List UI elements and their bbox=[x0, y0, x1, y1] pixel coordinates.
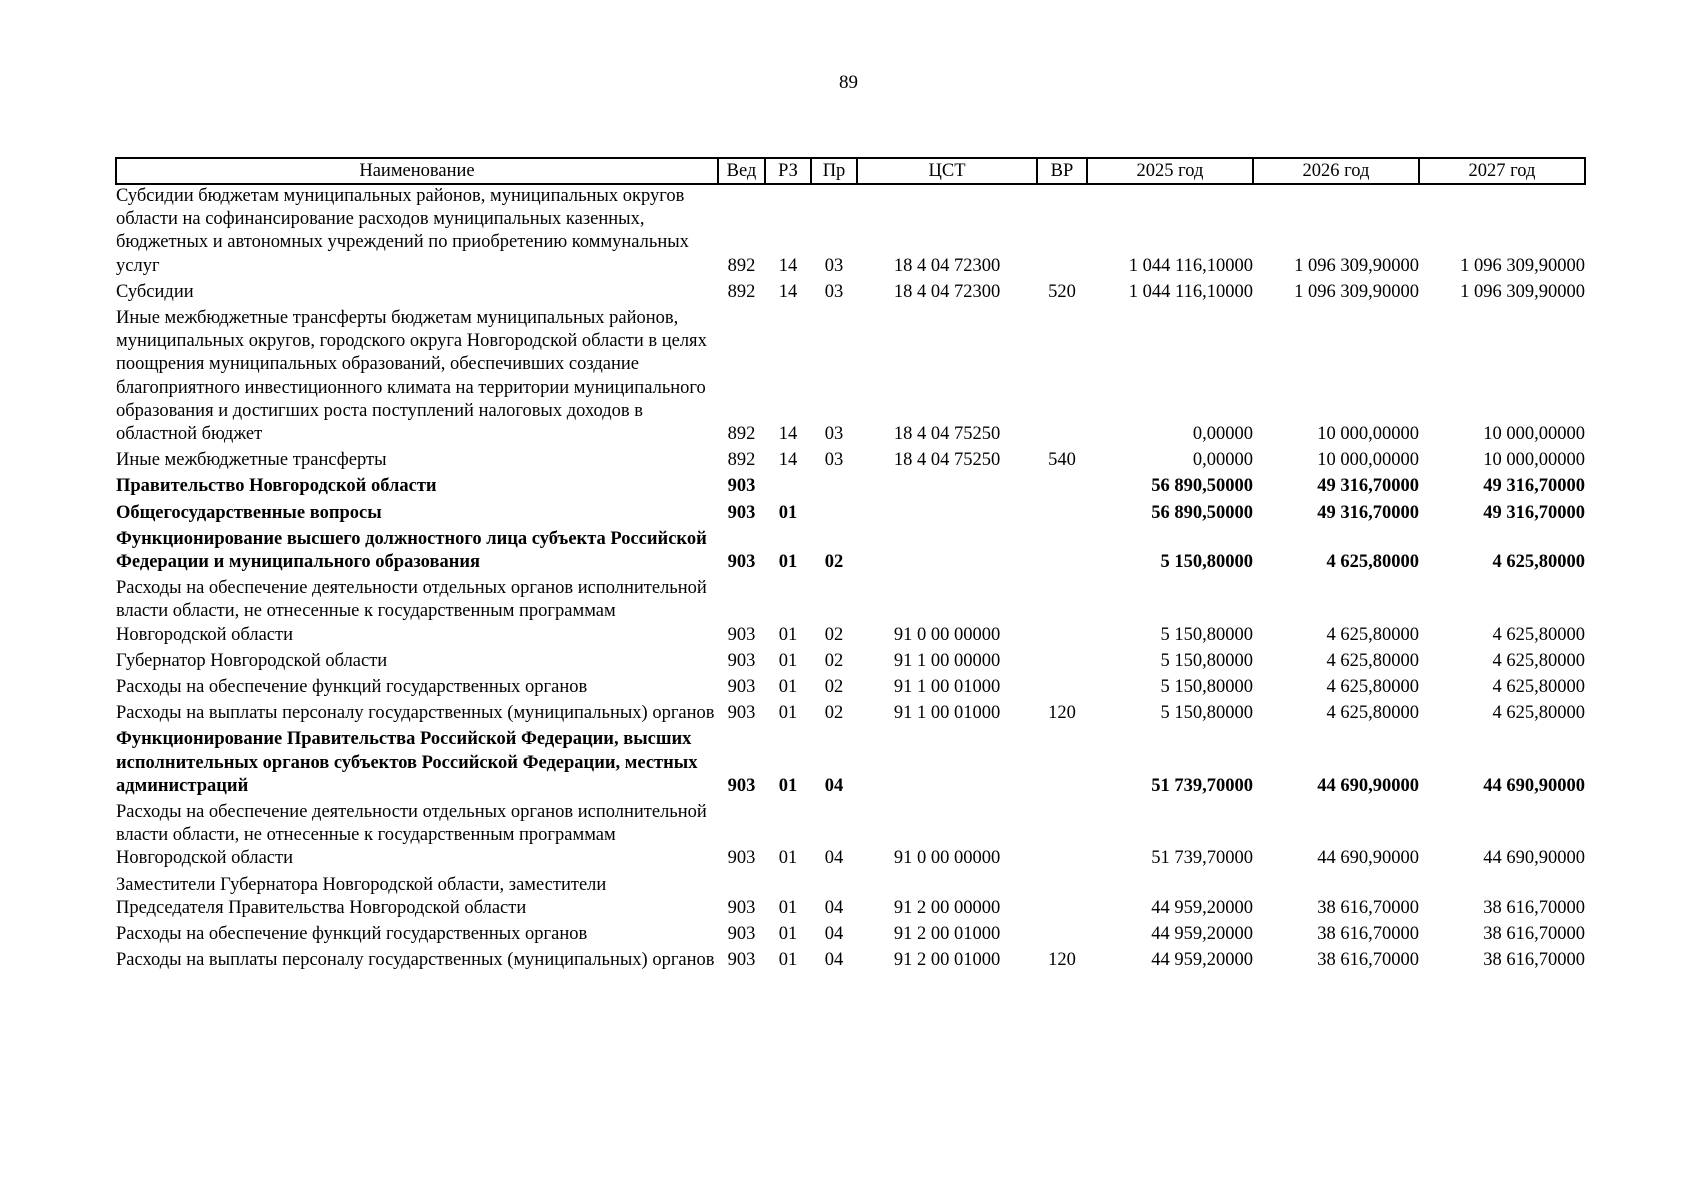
cell-pr bbox=[811, 475, 857, 501]
cell-2027: 1 096 309,90000 bbox=[1460, 281, 1585, 302]
cell-name: Заместители Губернатора Новгородской области, заместители Председателя Правительства Новгородской области bbox=[116, 874, 607, 918]
cell-2027: 49 316,70000 bbox=[1483, 476, 1585, 497]
cell-name: Расходы на выплаты персоналу государственных (муниципальных) органов bbox=[116, 703, 715, 724]
cell-pr: 03 bbox=[824, 255, 844, 276]
cell-rz: 01 bbox=[778, 677, 798, 698]
cell-vr: 120 bbox=[1048, 703, 1076, 724]
cell-2027: 10 000,00000 bbox=[1483, 424, 1585, 445]
cell-2025: 51 739,70000 bbox=[1151, 848, 1253, 869]
cell-2027: 4 625,80000 bbox=[1492, 703, 1585, 724]
table-row bbox=[116, 874, 1585, 923]
cell-cst bbox=[857, 475, 1037, 501]
cell-cst: 18 4 04 75250 bbox=[893, 424, 1001, 445]
cell-name: Губернатор Новгородской области bbox=[116, 650, 388, 671]
cell-2027: 49 316,70000 bbox=[1483, 502, 1585, 523]
cell-2026: 38 616,70000 bbox=[1317, 897, 1419, 918]
cell-ved: 892 bbox=[727, 255, 756, 276]
cell-2026: 10 000,00000 bbox=[1317, 450, 1419, 471]
cell-rz: 01 bbox=[778, 924, 798, 945]
cell-pr bbox=[811, 502, 857, 528]
cell-ved: 903 bbox=[727, 848, 756, 869]
cell-cst: 91 1 00 01000 bbox=[893, 703, 1001, 724]
cell-ved: 892 bbox=[727, 450, 756, 471]
cell-2027: 44 690,90000 bbox=[1483, 775, 1585, 796]
cell-rz: 01 bbox=[778, 950, 798, 971]
cell-ved: 903 bbox=[727, 624, 756, 645]
cell-2026: 49 316,70000 bbox=[1317, 502, 1419, 523]
cell-rz: 01 bbox=[778, 650, 798, 671]
cell-cst bbox=[857, 528, 1037, 577]
cell-vr bbox=[1037, 728, 1087, 801]
cell-rz: 01 bbox=[778, 703, 798, 724]
header-cst: ЦСТ bbox=[857, 158, 1037, 184]
cell-vr bbox=[1037, 676, 1087, 702]
cell-name: Функционирование Правительства Российской Федерации, высших исполнительных органов субъектов Российской Федерации, местных администраций bbox=[116, 729, 698, 796]
cell-2025: 1 044 116,10000 bbox=[1128, 281, 1253, 302]
cell-name: Общегосударственные вопросы bbox=[116, 502, 382, 523]
header-2026: 2026 год bbox=[1253, 158, 1419, 184]
header-pr: Пр bbox=[811, 158, 857, 184]
cell-2026: 4 625,80000 bbox=[1326, 552, 1419, 573]
cell-2026: 49 316,70000 bbox=[1317, 476, 1419, 497]
cell-name: Субсидии бюджетам муниципальных районов, муниципальных округов области на софинансирование расходов муниципальных казенных, бюджетных и автономных учреждений по приобретению коммунальных услуг bbox=[116, 186, 689, 276]
table-body bbox=[116, 184, 1585, 976]
cell-vr bbox=[1037, 650, 1087, 676]
header-name: Наименование bbox=[116, 158, 718, 184]
cell-cst: 91 2 00 01000 bbox=[893, 950, 1001, 971]
cell-vr bbox=[1037, 475, 1087, 501]
cell-vr: 540 bbox=[1048, 450, 1076, 471]
cell-pr: 02 bbox=[824, 650, 844, 671]
cell-2025: 1 044 116,10000 bbox=[1128, 255, 1253, 276]
header-2025: 2025 год bbox=[1087, 158, 1253, 184]
cell-ved: 903 bbox=[727, 950, 756, 971]
cell-2025: 5 150,80000 bbox=[1160, 677, 1253, 698]
cell-2026: 44 690,90000 bbox=[1317, 848, 1419, 869]
table-row bbox=[116, 923, 1585, 949]
cell-cst: 18 4 04 75250 bbox=[893, 450, 1001, 471]
header-vr: ВР bbox=[1037, 158, 1087, 184]
table-row bbox=[116, 502, 1585, 528]
cell-rz: 01 bbox=[778, 848, 798, 869]
cell-cst bbox=[857, 728, 1037, 801]
cell-2027: 44 690,90000 bbox=[1483, 848, 1585, 869]
table-row bbox=[116, 475, 1585, 501]
table-row bbox=[116, 676, 1585, 702]
cell-2026: 1 096 309,90000 bbox=[1294, 255, 1419, 276]
table-row bbox=[116, 577, 1585, 650]
cell-2027: 4 625,80000 bbox=[1492, 650, 1585, 671]
cell-ved: 903 bbox=[727, 677, 756, 698]
cell-cst: 91 2 00 01000 bbox=[893, 924, 1001, 945]
cell-ved: 892 bbox=[727, 424, 756, 445]
cell-2026: 4 625,80000 bbox=[1326, 624, 1419, 645]
cell-pr: 02 bbox=[824, 552, 844, 573]
cell-rz: 14 bbox=[778, 424, 798, 445]
cell-2025: 44 959,20000 bbox=[1151, 950, 1253, 971]
table-row bbox=[116, 801, 1585, 874]
cell-rz: 14 bbox=[778, 450, 798, 471]
cell-cst bbox=[857, 502, 1037, 528]
cell-cst: 91 0 00 00000 bbox=[893, 624, 1001, 645]
cell-2025: 0,00000 bbox=[1192, 424, 1253, 445]
cell-cst: 91 1 00 00000 bbox=[893, 650, 1001, 671]
cell-vr bbox=[1037, 874, 1087, 923]
table-header-row bbox=[116, 158, 1585, 184]
cell-pr: 04 bbox=[824, 775, 844, 796]
cell-2025: 44 959,20000 bbox=[1151, 924, 1253, 945]
cell-ved: 903 bbox=[727, 476, 756, 497]
table-row bbox=[116, 528, 1585, 577]
cell-2026: 38 616,70000 bbox=[1317, 924, 1419, 945]
cell-name: Функционирование высшего должностного лица субъекта Российской Федерации и муниципального образования bbox=[116, 528, 707, 573]
cell-rz bbox=[765, 475, 811, 501]
cell-2027: 4 625,80000 bbox=[1492, 552, 1585, 573]
cell-name: Расходы на обеспечение функций государственных органов bbox=[116, 924, 588, 945]
cell-rz: 14 bbox=[778, 255, 798, 276]
cell-pr: 04 bbox=[824, 924, 844, 945]
cell-vr: 520 bbox=[1048, 281, 1076, 302]
cell-cst: 18 4 04 72300 bbox=[893, 255, 1001, 276]
cell-name: Субсидии bbox=[116, 281, 194, 302]
table-row bbox=[116, 449, 1585, 475]
cell-vr bbox=[1037, 528, 1087, 577]
cell-2025: 56 890,50000 bbox=[1151, 502, 1253, 523]
cell-ved: 903 bbox=[727, 897, 756, 918]
cell-2025: 5 150,80000 bbox=[1160, 552, 1253, 573]
cell-2026: 4 625,80000 bbox=[1326, 677, 1419, 698]
cell-2026: 1 096 309,90000 bbox=[1294, 281, 1419, 302]
cell-cst: 18 4 04 72300 bbox=[893, 281, 1001, 302]
cell-2025: 5 150,80000 bbox=[1160, 650, 1253, 671]
cell-name: Правительство Новгородской области bbox=[116, 476, 437, 497]
cell-rz: 01 bbox=[778, 775, 798, 796]
cell-name: Расходы на обеспечение функций государственных органов bbox=[116, 677, 588, 698]
cell-2027: 4 625,80000 bbox=[1492, 677, 1585, 698]
cell-name: Расходы на выплаты персоналу государственных (муниципальных) органов bbox=[116, 950, 715, 971]
cell-ved: 903 bbox=[727, 552, 756, 573]
cell-ved: 903 bbox=[727, 650, 756, 671]
cell-vr bbox=[1037, 577, 1087, 650]
cell-vr bbox=[1037, 307, 1087, 449]
cell-2025: 0,00000 bbox=[1192, 450, 1253, 471]
cell-rz: 01 bbox=[778, 624, 798, 645]
cell-name: Расходы на обеспечение деятельности отдельных органов исполнительной власти области, не отнесенные к государственным программам Новгородской области bbox=[116, 578, 707, 645]
cell-vr bbox=[1037, 184, 1087, 281]
cell-pr: 04 bbox=[824, 848, 844, 869]
cell-ved: 903 bbox=[727, 924, 756, 945]
cell-2027: 38 616,70000 bbox=[1483, 897, 1585, 918]
cell-rz: 01 bbox=[778, 502, 798, 523]
cell-2026: 4 625,80000 bbox=[1326, 650, 1419, 671]
table-row bbox=[116, 949, 1585, 975]
cell-2025: 56 890,50000 bbox=[1151, 476, 1253, 497]
cell-pr: 04 bbox=[824, 897, 844, 918]
cell-name: Расходы на обеспечение деятельности отдельных органов исполнительной власти области, не отнесенные к государственным программам Новгородской области bbox=[116, 802, 707, 869]
cell-2026: 10 000,00000 bbox=[1317, 424, 1419, 445]
table-row bbox=[116, 702, 1585, 728]
table-row bbox=[116, 728, 1585, 801]
table-row bbox=[116, 184, 1585, 281]
header-rz: РЗ bbox=[765, 158, 811, 184]
cell-2026: 4 625,80000 bbox=[1326, 703, 1419, 724]
cell-rz: 01 bbox=[778, 552, 798, 573]
cell-pr: 04 bbox=[824, 950, 844, 971]
cell-2026: 44 690,90000 bbox=[1317, 775, 1419, 796]
cell-cst: 91 2 00 00000 bbox=[893, 897, 1001, 918]
cell-2025: 5 150,80000 bbox=[1160, 624, 1253, 645]
cell-pr: 02 bbox=[824, 624, 844, 645]
cell-ved: 892 bbox=[727, 281, 756, 302]
cell-2025: 5 150,80000 bbox=[1160, 703, 1253, 724]
header-ved: Вед bbox=[718, 158, 765, 184]
cell-vr bbox=[1037, 801, 1087, 874]
cell-2027: 4 625,80000 bbox=[1492, 624, 1585, 645]
cell-pr: 03 bbox=[824, 450, 844, 471]
page-number: 89 bbox=[839, 72, 858, 93]
cell-name: Иные межбюджетные трансферты бюджетам муниципальных районов, муниципальных округов, городского округа Новгородской области в целях поощрения муниципальных образований, обеспечивших создание благоприятного инвестиционного климата на территории муниципального образования и достигших роста поступлений налоговых доходов в областной бюджет bbox=[116, 308, 707, 445]
cell-ved: 903 bbox=[727, 703, 756, 724]
header-2027: 2027 год bbox=[1419, 158, 1585, 184]
cell-ved: 903 bbox=[727, 502, 756, 523]
cell-rz: 01 bbox=[778, 897, 798, 918]
table-row bbox=[116, 281, 1585, 307]
budget-table bbox=[115, 157, 1586, 976]
cell-2027: 38 616,70000 bbox=[1483, 950, 1585, 971]
cell-pr: 02 bbox=[824, 677, 844, 698]
cell-2026: 38 616,70000 bbox=[1317, 950, 1419, 971]
cell-pr: 03 bbox=[824, 424, 844, 445]
table-row bbox=[116, 650, 1585, 676]
cell-2027: 38 616,70000 bbox=[1483, 924, 1585, 945]
cell-ved: 903 bbox=[727, 775, 756, 796]
cell-pr: 02 bbox=[824, 703, 844, 724]
cell-cst: 91 1 00 01000 bbox=[893, 677, 1001, 698]
cell-2025: 44 959,20000 bbox=[1151, 897, 1253, 918]
cell-vr bbox=[1037, 502, 1087, 528]
cell-2025: 51 739,70000 bbox=[1151, 775, 1253, 796]
cell-cst: 91 0 00 00000 bbox=[893, 848, 1001, 869]
cell-2027: 10 000,00000 bbox=[1483, 450, 1585, 471]
table-row bbox=[116, 307, 1585, 449]
cell-vr bbox=[1037, 923, 1087, 949]
cell-name: Иные межбюджетные трансферты bbox=[116, 450, 387, 471]
cell-pr: 03 bbox=[824, 281, 844, 302]
cell-vr: 120 bbox=[1048, 950, 1076, 971]
cell-rz: 14 bbox=[778, 281, 798, 302]
cell-2027: 1 096 309,90000 bbox=[1460, 255, 1585, 276]
